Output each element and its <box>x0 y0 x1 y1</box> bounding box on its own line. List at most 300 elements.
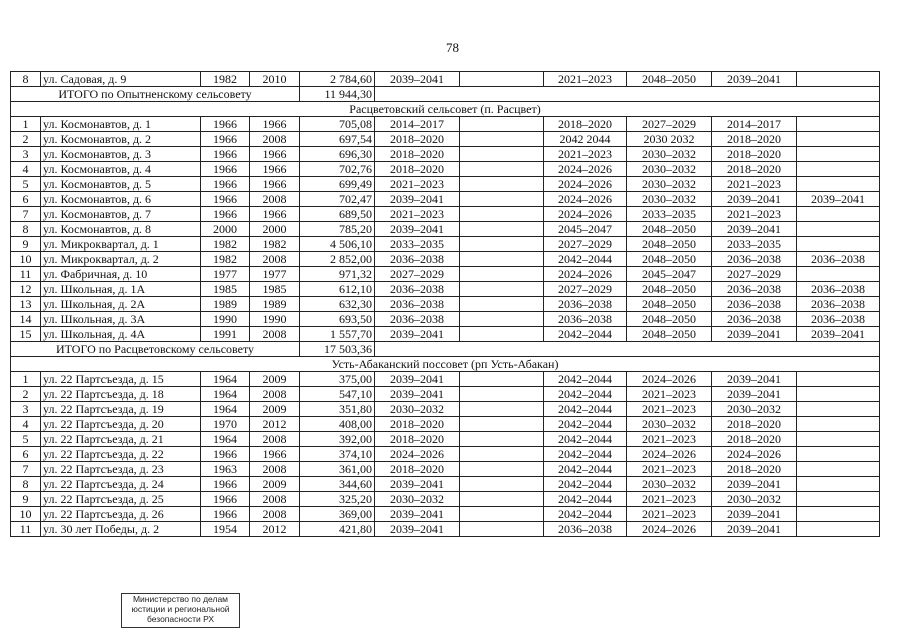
table-row <box>11 387 880 402</box>
period-cell <box>460 417 544 432</box>
period-cell: 2039–2041 <box>712 507 797 522</box>
period-cell: 2048–2050 <box>627 222 712 237</box>
year-cell: 1977 <box>201 267 250 282</box>
period-cell: 2021–2023 <box>375 207 460 222</box>
table-row <box>11 297 880 312</box>
address-cell: ул. 22 Партсъезда, д. 22 <box>41 447 201 462</box>
year-cell: 1963 <box>201 462 250 477</box>
period-cell <box>460 222 544 237</box>
period-cell: 2014–2017 <box>712 117 797 132</box>
period-cell: 2036–2038 <box>712 297 797 312</box>
year-cell: 2008 <box>250 507 300 522</box>
period-cell: 2042–2044 <box>544 402 627 417</box>
total-label: ИТОГО по Опытненскому сельсовету <box>11 87 300 102</box>
period-cell: 2021–2023 <box>712 207 797 222</box>
period-cell: 2021–2023 <box>627 507 712 522</box>
year-cell: 2008 <box>250 132 300 147</box>
address-cell: ул. Микроквартал, д. 2 <box>41 252 201 267</box>
table-row <box>11 492 880 507</box>
address-cell: ул. Космонавтов, д. 5 <box>41 177 201 192</box>
year-cell: 2008 <box>250 492 300 507</box>
year-cell: 1966 <box>250 207 300 222</box>
year-cell: 2000 <box>201 222 250 237</box>
table-row <box>11 327 880 342</box>
period-cell: 2018–2020 <box>375 132 460 147</box>
period-cell: 2039–2041 <box>797 327 880 342</box>
period-cell: 2024–2026 <box>544 207 627 222</box>
year-cell: 2009 <box>250 402 300 417</box>
period-cell <box>797 432 880 447</box>
period-cell: 2039–2041 <box>375 507 460 522</box>
row-number: 9 <box>11 492 41 507</box>
period-cell: 2021–2023 <box>627 402 712 417</box>
year-cell: 1990 <box>250 312 300 327</box>
period-cell <box>797 372 880 387</box>
period-cell: 2018–2020 <box>375 417 460 432</box>
year-cell: 1982 <box>250 237 300 252</box>
area-cell: 547,10 <box>300 387 375 402</box>
area-cell: 693,50 <box>300 312 375 327</box>
period-cell: 2048–2050 <box>627 327 712 342</box>
area-cell: 369,00 <box>300 507 375 522</box>
address-cell: ул. Фабричная, д. 10 <box>41 267 201 282</box>
row-number: 6 <box>11 192 41 207</box>
row-number: 10 <box>11 252 41 267</box>
period-cell: 2048–2050 <box>627 297 712 312</box>
total-label: ИТОГО по Расцветовскому сельсовету <box>11 342 300 357</box>
table-row <box>11 162 880 177</box>
area-cell: 699,49 <box>300 177 375 192</box>
period-cell: 2036–2038 <box>375 252 460 267</box>
period-cell: 2021–2023 <box>375 177 460 192</box>
row-number: 5 <box>11 432 41 447</box>
period-cell: 2024–2026 <box>544 192 627 207</box>
year-cell: 1966 <box>201 507 250 522</box>
period-cell: 2024–2026 <box>627 447 712 462</box>
period-cell: 2036–2038 <box>712 312 797 327</box>
period-cell: 2024–2026 <box>627 522 712 537</box>
address-cell: ул. 22 Партсъезда, д. 19 <box>41 402 201 417</box>
period-cell: 2045–2047 <box>627 267 712 282</box>
area-cell: 702,47 <box>300 192 375 207</box>
period-cell: 2018–2020 <box>712 462 797 477</box>
area-cell: 408,00 <box>300 417 375 432</box>
period-cell <box>797 507 880 522</box>
period-cell: 2030 2032 <box>627 132 712 147</box>
area-cell: 2 852,00 <box>300 252 375 267</box>
section-title: Усть-Абаканский поссовет (рп Усть-Абакан) <box>11 357 880 372</box>
period-cell <box>797 267 880 282</box>
period-cell: 2030–2032 <box>627 417 712 432</box>
stamp-line: безопасности РХ <box>146 614 215 624</box>
period-cell <box>460 147 544 162</box>
period-cell: 2030–2032 <box>627 477 712 492</box>
period-cell: 2045–2047 <box>544 222 627 237</box>
table-row <box>11 447 880 462</box>
table-row <box>11 222 880 237</box>
period-cell: 2030–2032 <box>627 147 712 162</box>
address-cell: ул. 22 Партсъезда, д. 21 <box>41 432 201 447</box>
period-cell <box>460 117 544 132</box>
table-row <box>11 402 880 417</box>
period-cell <box>460 72 544 87</box>
address-cell: ул. 22 Партсъезда, д. 18 <box>41 387 201 402</box>
section-row-2 <box>11 357 880 372</box>
page-number: 78 <box>446 40 459 55</box>
address-cell: ул. Космонавтов, д. 7 <box>41 207 201 222</box>
year-cell: 2009 <box>250 372 300 387</box>
period-cell: 2033–2035 <box>375 237 460 252</box>
top-rows <box>11 72 880 87</box>
rows-rastsvet <box>11 117 880 342</box>
period-cell <box>797 402 880 417</box>
area-cell: 612,10 <box>300 282 375 297</box>
period-cell <box>460 477 544 492</box>
period-cell: 2042–2044 <box>544 372 627 387</box>
period-cell: 2018–2020 <box>712 132 797 147</box>
period-cell: 2021–2023 <box>712 177 797 192</box>
period-cell: 2039–2041 <box>375 372 460 387</box>
total-value: 11 944,30 <box>300 87 375 102</box>
stamp-line: юстиции и региональной <box>131 604 230 614</box>
address-cell: ул. 22 Партсъезда, д. 25 <box>41 492 201 507</box>
area-cell: 2 784,60 <box>300 72 375 87</box>
table-row <box>11 252 880 267</box>
row-number: 14 <box>11 312 41 327</box>
row-number: 11 <box>11 522 41 537</box>
year-cell: 1966 <box>201 177 250 192</box>
row-number: 6 <box>11 447 41 462</box>
table-row <box>11 147 880 162</box>
row-number: 9 <box>11 237 41 252</box>
year-cell: 2010 <box>250 72 300 87</box>
period-cell: 2042 2044 <box>544 132 627 147</box>
period-cell: 2048–2050 <box>627 237 712 252</box>
year-cell: 1966 <box>250 117 300 132</box>
housing-register-table <box>10 71 880 537</box>
row-number: 7 <box>11 207 41 222</box>
period-cell <box>797 222 880 237</box>
year-cell: 2008 <box>250 327 300 342</box>
row-number: 4 <box>11 417 41 432</box>
period-cell: 2036–2038 <box>544 522 627 537</box>
period-cell <box>797 177 880 192</box>
row-number: 1 <box>11 117 41 132</box>
table-row <box>11 432 880 447</box>
year-cell: 1991 <box>201 327 250 342</box>
period-cell: 2018–2020 <box>712 162 797 177</box>
period-cell <box>797 387 880 402</box>
area-cell: 361,00 <box>300 462 375 477</box>
period-cell <box>460 507 544 522</box>
period-cell: 2042–2044 <box>544 327 627 342</box>
period-cell: 2048–2050 <box>627 252 712 267</box>
period-cell: 2030–2032 <box>627 177 712 192</box>
table-row <box>11 522 880 537</box>
period-cell <box>460 162 544 177</box>
period-cell: 2042–2044 <box>544 432 627 447</box>
period-cell: 2036–2038 <box>712 252 797 267</box>
period-cell <box>460 402 544 417</box>
address-cell: ул. Космонавтов, д. 1 <box>41 117 201 132</box>
period-cell: 2039–2041 <box>375 72 460 87</box>
total-value: 17 503,36 <box>300 342 375 357</box>
period-cell: 2036–2038 <box>797 312 880 327</box>
period-cell: 2036–2038 <box>375 282 460 297</box>
year-cell: 1966 <box>201 147 250 162</box>
period-cell: 2030–2032 <box>627 162 712 177</box>
address-cell: ул. Космонавтов, д. 2 <box>41 132 201 147</box>
period-cell: 2021–2023 <box>627 432 712 447</box>
year-cell: 1982 <box>201 72 250 87</box>
period-cell: 2039–2041 <box>797 192 880 207</box>
period-cell: 2042–2044 <box>544 477 627 492</box>
address-cell: ул. Микроквартал, д. 1 <box>41 237 201 252</box>
period-cell: 2039–2041 <box>375 222 460 237</box>
area-cell: 351,80 <box>300 402 375 417</box>
table-row <box>11 462 880 477</box>
period-cell <box>797 522 880 537</box>
row-number: 7 <box>11 462 41 477</box>
row-number: 5 <box>11 177 41 192</box>
period-cell: 2042–2044 <box>544 507 627 522</box>
year-cell: 1982 <box>201 252 250 267</box>
period-cell <box>460 312 544 327</box>
row-number: 12 <box>11 282 41 297</box>
area-cell: 702,76 <box>300 162 375 177</box>
address-cell: ул. 22 Партсъезда, д. 23 <box>41 462 201 477</box>
period-cell: 2018–2020 <box>712 417 797 432</box>
period-cell: 2024–2026 <box>627 372 712 387</box>
period-cell <box>460 432 544 447</box>
period-cell <box>460 297 544 312</box>
period-cell: 2024–2026 <box>375 447 460 462</box>
period-cell: 2042–2044 <box>544 462 627 477</box>
year-cell: 1964 <box>201 372 250 387</box>
period-cell: 2021–2023 <box>627 387 712 402</box>
row-number: 8 <box>11 222 41 237</box>
year-cell: 1966 <box>201 192 250 207</box>
period-cell: 2024–2026 <box>544 162 627 177</box>
address-cell: ул. Садовая, д. 9 <box>41 72 201 87</box>
period-cell <box>797 462 880 477</box>
table-row <box>11 477 880 492</box>
row-number: 2 <box>11 387 41 402</box>
year-cell: 2008 <box>250 192 300 207</box>
rows-ust-abakan <box>11 372 880 537</box>
table-row <box>11 207 880 222</box>
area-cell: 325,20 <box>300 492 375 507</box>
period-cell <box>460 327 544 342</box>
year-cell: 1966 <box>201 132 250 147</box>
row-number: 13 <box>11 297 41 312</box>
period-cell <box>797 477 880 492</box>
period-cell: 2036–2038 <box>797 252 880 267</box>
address-cell: ул. Космонавтов, д. 4 <box>41 162 201 177</box>
period-cell: 2021–2023 <box>544 147 627 162</box>
period-cell: 2030–2032 <box>375 492 460 507</box>
period-cell: 2039–2041 <box>712 327 797 342</box>
period-cell <box>460 522 544 537</box>
period-cell: 2036–2038 <box>797 282 880 297</box>
total-row-1 <box>11 87 880 102</box>
table-row <box>11 132 880 147</box>
area-cell: 392,00 <box>300 432 375 447</box>
period-cell: 2039–2041 <box>375 477 460 492</box>
address-cell: ул. Школьная, д. 1А <box>41 282 201 297</box>
period-cell <box>797 72 880 87</box>
address-cell: ул. Школьная, д. 3А <box>41 312 201 327</box>
address-cell: ул. Школьная, д. 2А <box>41 297 201 312</box>
period-cell: 2021–2023 <box>627 462 712 477</box>
period-cell <box>460 237 544 252</box>
total-row-2 <box>11 342 880 357</box>
period-cell: 2036–2038 <box>797 297 880 312</box>
period-cell: 2027–2029 <box>375 267 460 282</box>
row-number: 15 <box>11 327 41 342</box>
period-cell <box>460 177 544 192</box>
period-cell: 2021–2023 <box>544 72 627 87</box>
period-cell: 2039–2041 <box>712 72 797 87</box>
address-cell: ул. Школьная, д. 4А <box>41 327 201 342</box>
period-cell: 2018–2020 <box>375 432 460 447</box>
table-row <box>11 507 880 522</box>
year-cell: 1982 <box>201 237 250 252</box>
table-row <box>11 192 880 207</box>
period-cell: 2018–2020 <box>375 147 460 162</box>
period-cell: 2039–2041 <box>712 372 797 387</box>
period-cell: 2039–2041 <box>375 327 460 342</box>
period-cell: 2042–2044 <box>544 447 627 462</box>
table-row <box>11 282 880 297</box>
period-cell: 2042–2044 <box>544 417 627 432</box>
period-cell: 2036–2038 <box>544 312 627 327</box>
period-cell: 2036–2038 <box>544 297 627 312</box>
period-cell <box>797 207 880 222</box>
table-row <box>11 312 880 327</box>
period-cell <box>460 447 544 462</box>
period-cell <box>460 492 544 507</box>
year-cell: 1966 <box>201 492 250 507</box>
period-cell: 2033–2035 <box>712 237 797 252</box>
period-cell: 2048–2050 <box>627 312 712 327</box>
period-cell: 2018–2020 <box>375 462 460 477</box>
area-cell: 696,30 <box>300 147 375 162</box>
period-cell: 2039–2041 <box>712 387 797 402</box>
period-cell <box>797 117 880 132</box>
period-cell: 2039–2041 <box>712 522 797 537</box>
table-row <box>11 267 880 282</box>
year-cell: 1954 <box>201 522 250 537</box>
area-cell: 785,20 <box>300 222 375 237</box>
year-cell: 1966 <box>201 162 250 177</box>
address-cell: ул. 22 Партсъезда, д. 20 <box>41 417 201 432</box>
year-cell: 2009 <box>250 477 300 492</box>
table-row <box>11 372 880 387</box>
area-cell: 4 506,10 <box>300 237 375 252</box>
period-cell <box>797 147 880 162</box>
period-cell <box>460 267 544 282</box>
period-cell: 2027–2029 <box>544 282 627 297</box>
period-cell: 2048–2050 <box>627 282 712 297</box>
period-cell: 2039–2041 <box>712 477 797 492</box>
period-cell <box>460 462 544 477</box>
period-cell: 2042–2044 <box>544 387 627 402</box>
period-cell: 2048–2050 <box>627 72 712 87</box>
year-cell: 1966 <box>201 207 250 222</box>
table-row <box>11 72 880 87</box>
year-cell: 2008 <box>250 252 300 267</box>
year-cell: 1966 <box>201 117 250 132</box>
area-cell: 375,00 <box>300 372 375 387</box>
area-cell: 374,10 <box>300 447 375 462</box>
year-cell: 1977 <box>250 267 300 282</box>
period-cell: 2018–2020 <box>544 117 627 132</box>
period-cell: 2039–2041 <box>375 387 460 402</box>
area-cell: 344,60 <box>300 477 375 492</box>
year-cell: 2008 <box>250 387 300 402</box>
area-cell: 971,32 <box>300 267 375 282</box>
table-row <box>11 177 880 192</box>
stamp-line: Министерство по делам <box>132 594 229 604</box>
period-cell <box>797 162 880 177</box>
period-cell: 2030–2032 <box>627 192 712 207</box>
period-cell: 2030–2032 <box>375 402 460 417</box>
period-cell: 2036–2038 <box>375 297 460 312</box>
period-cell: 2039–2041 <box>712 222 797 237</box>
address-cell: ул. Космонавтов, д. 8 <box>41 222 201 237</box>
period-cell <box>797 492 880 507</box>
year-cell: 2008 <box>250 462 300 477</box>
period-cell: 2024–2026 <box>544 177 627 192</box>
year-cell: 1970 <box>201 417 250 432</box>
row-number: 10 <box>11 507 41 522</box>
period-cell: 2018–2020 <box>375 162 460 177</box>
row-number: 8 <box>11 477 41 492</box>
year-cell: 1966 <box>250 162 300 177</box>
period-cell <box>460 252 544 267</box>
period-cell <box>460 387 544 402</box>
address-cell: ул. Космонавтов, д. 6 <box>41 192 201 207</box>
period-cell: 2042–2044 <box>544 492 627 507</box>
period-cell: 2042–2044 <box>544 252 627 267</box>
section-row-1 <box>11 102 880 117</box>
period-cell <box>460 282 544 297</box>
area-cell: 705,08 <box>300 117 375 132</box>
period-cell: 2039–2041 <box>712 192 797 207</box>
period-cell: 2027–2029 <box>627 117 712 132</box>
section-title: Расцветовский сельсовет (п. Расцвет) <box>11 102 880 117</box>
area-cell: 421,80 <box>300 522 375 537</box>
period-cell: 2030–2032 <box>712 402 797 417</box>
period-cell: 2027–2029 <box>544 237 627 252</box>
year-cell: 1964 <box>201 387 250 402</box>
address-cell: ул. 30 лет Победы, д. 2 <box>41 522 201 537</box>
address-cell: ул. 22 Партсъезда, д. 24 <box>41 477 201 492</box>
period-cell: 2024–2026 <box>712 447 797 462</box>
period-cell: 2024–2026 <box>544 267 627 282</box>
area-cell: 689,50 <box>300 207 375 222</box>
period-cell: 2039–2041 <box>375 192 460 207</box>
row-number: 1 <box>11 372 41 387</box>
area-cell: 632,30 <box>300 297 375 312</box>
period-cell <box>460 192 544 207</box>
year-cell: 2008 <box>250 432 300 447</box>
year-cell: 1966 <box>201 477 250 492</box>
period-cell: 2027–2029 <box>712 267 797 282</box>
area-cell: 697,54 <box>300 132 375 147</box>
year-cell: 1966 <box>201 447 250 462</box>
